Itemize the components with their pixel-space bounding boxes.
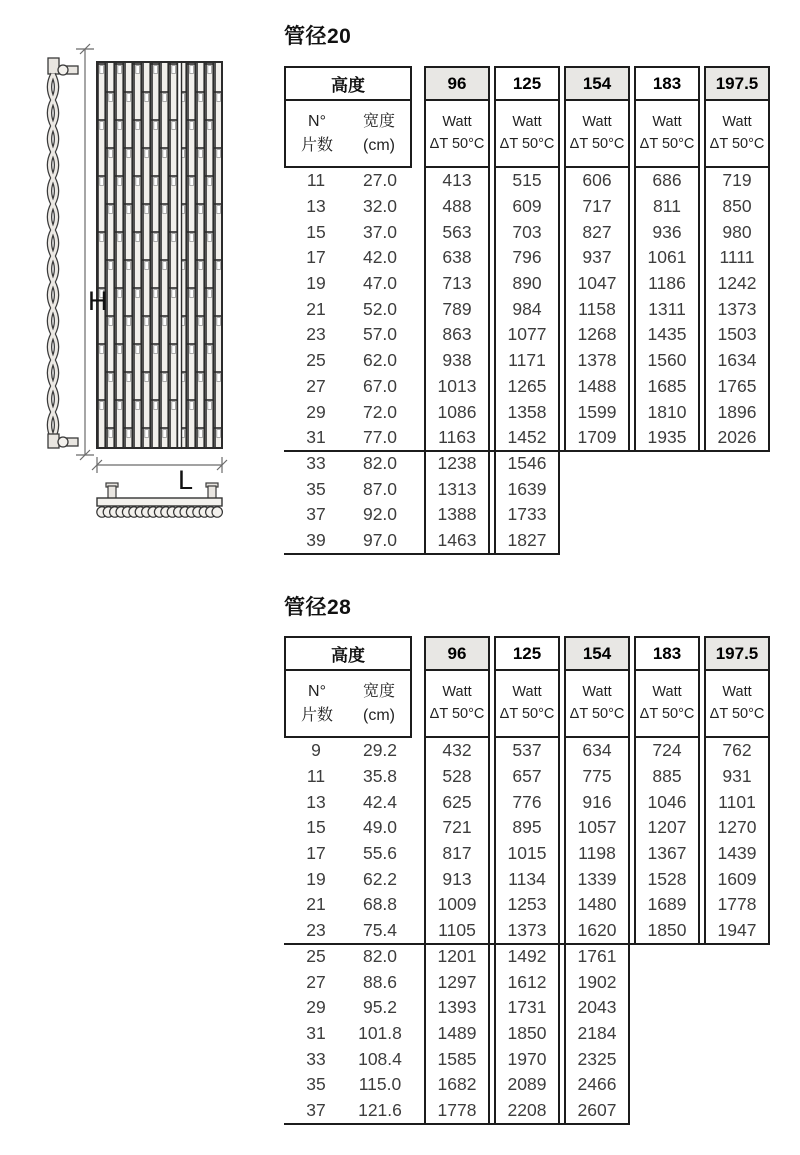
cell-watt: 563 — [424, 219, 490, 245]
cell-watt: 938 — [424, 348, 490, 374]
cell-watt: 1163 — [424, 425, 490, 451]
cell-watt: 863 — [424, 322, 490, 348]
cell-width-cm: 88.6 — [362, 971, 398, 992]
cell-width-cm: 108.4 — [358, 1048, 402, 1069]
cell-watt: 984 — [494, 296, 560, 322]
cell-watt: 827 — [564, 219, 630, 245]
cell-watt: 1528 — [634, 866, 700, 892]
cell-watt: 1850 — [494, 1021, 560, 1047]
cell-watt: 2026 — [704, 425, 770, 451]
cell-watt: 1201 — [424, 944, 490, 970]
cell-watt: 1463 — [424, 528, 490, 554]
cell-watt: 1242 — [704, 271, 770, 297]
cell-watt: 1207 — [634, 815, 700, 841]
watt-header: Watt ΔT 50°C — [704, 671, 770, 738]
cell-watt: 1827 — [494, 528, 560, 554]
cell-watt: 1268 — [564, 322, 630, 348]
cell-sections: 25 — [306, 350, 326, 371]
cell-watt: 2607 — [564, 1098, 630, 1124]
cell-width-cm: 57.0 — [362, 324, 398, 345]
cell-watt: 1086 — [424, 399, 490, 425]
cell-watt: 1297 — [424, 969, 490, 995]
cell-watt: 488 — [424, 194, 490, 220]
cell-watt: 1810 — [634, 399, 700, 425]
cell-watt: 936 — [634, 219, 700, 245]
cell-watt: 1238 — [424, 451, 490, 477]
cell-width-cm: 55.6 — [362, 843, 398, 864]
cell-width-cm: 82.0 — [362, 945, 398, 966]
height-column-154 — [564, 66, 630, 168]
cell-width-cm: 67.0 — [362, 375, 398, 396]
cell-watt: 885 — [634, 764, 700, 790]
cell-width-cm: 32.0 — [362, 196, 398, 217]
cell-width-cm: 95.2 — [362, 997, 398, 1018]
height-column-125 — [494, 636, 560, 738]
height-column-154 — [564, 636, 630, 738]
table-corner-header — [284, 636, 412, 738]
height-value-header: 183 — [634, 636, 700, 671]
cell-watt: 717 — [564, 194, 630, 220]
cell-sections: 19 — [306, 273, 326, 294]
cell-watt: 1367 — [634, 841, 700, 867]
cell-watt: 1339 — [564, 866, 630, 892]
cell-watt: 1373 — [704, 296, 770, 322]
radiator-diagram — [30, 42, 240, 527]
cell-watt: 1970 — [494, 1046, 560, 1072]
cell-sections: 21 — [306, 298, 326, 319]
cell-watt: 1015 — [494, 841, 560, 867]
cell-watt: 625 — [424, 789, 490, 815]
height-column-96 — [424, 66, 490, 168]
cell-watt: 528 — [424, 764, 490, 790]
cell-sections: 15 — [306, 221, 326, 242]
cell-width-cm: 42.4 — [362, 791, 398, 812]
watt-header: Watt ΔT 50°C — [564, 101, 630, 168]
cell-watt: 1047 — [564, 271, 630, 297]
table-bottom-line — [284, 1123, 630, 1125]
height-value-header: 197.5 — [704, 66, 770, 101]
cell-sections: 13 — [306, 196, 326, 217]
cell-watt: 1492 — [494, 944, 560, 970]
cell-width-cm: 101.8 — [358, 1022, 402, 1043]
height-value-header: 183 — [634, 66, 700, 101]
cell-watt: 1546 — [494, 451, 560, 477]
cell-sections: 31 — [306, 427, 326, 448]
table-corner-header — [284, 66, 412, 168]
cell-watt: 1101 — [704, 789, 770, 815]
cell-watt: 1682 — [424, 1072, 490, 1098]
height-header-label: 高度 — [286, 638, 410, 671]
cell-watt: 811 — [634, 194, 700, 220]
cell-watt: 1057 — [564, 815, 630, 841]
cell-watt: 1765 — [704, 374, 770, 400]
height-value-header: 197.5 — [704, 636, 770, 671]
spec-table-d20 — [284, 66, 770, 556]
watt-header: Watt ΔT 50°C — [634, 671, 700, 738]
cell-watt: 1077 — [494, 322, 560, 348]
cell-watt: 1902 — [564, 969, 630, 995]
watt-header: Watt ΔT 50°C — [634, 101, 700, 168]
cell-width-cm: 68.8 — [362, 894, 398, 915]
cell-watt: 937 — [564, 245, 630, 271]
cell-watt: 721 — [424, 815, 490, 841]
cell-watt: 2325 — [564, 1046, 630, 1072]
height-value-header: 125 — [494, 636, 560, 671]
cell-watt: 657 — [494, 764, 560, 790]
cell-watt: 1378 — [564, 348, 630, 374]
cell-watt: 1046 — [634, 789, 700, 815]
cell-watt: 1689 — [634, 892, 700, 918]
cell-sections: 29 — [306, 401, 326, 422]
cell-watt: 432 — [424, 738, 490, 764]
cell-watt: 1388 — [424, 502, 490, 528]
cell-width-cm: 92.0 — [362, 504, 398, 525]
cell-watt: 1503 — [704, 322, 770, 348]
cell-watt: 776 — [494, 789, 560, 815]
cell-watt: 1186 — [634, 271, 700, 297]
cell-watt: 713 — [424, 271, 490, 297]
cell-watt: 916 — [564, 789, 630, 815]
cell-watt: 1761 — [564, 944, 630, 970]
watt-header: Watt ΔT 50°C — [494, 671, 560, 738]
cell-watt: 2089 — [494, 1072, 560, 1098]
watt-header: Watt ΔT 50°C — [564, 671, 630, 738]
cell-watt: 1198 — [564, 841, 630, 867]
table2-title: 管径28 — [284, 596, 352, 619]
cell-sections: 11 — [306, 766, 326, 787]
cell-watt: 609 — [494, 194, 560, 220]
cell-sections: 19 — [306, 868, 326, 889]
cell-watt: 1253 — [494, 892, 560, 918]
cell-sections: 15 — [306, 817, 326, 838]
spec-table-d28 — [284, 636, 770, 1126]
height-dimension-line — [76, 44, 94, 460]
cell-watt: 1489 — [424, 1021, 490, 1047]
cell-watt: 1393 — [424, 995, 490, 1021]
cell-watt: 2466 — [564, 1072, 630, 1098]
cell-watt: 1634 — [704, 348, 770, 374]
sections-column-header: N° 片数 — [300, 682, 333, 724]
cell-watt: 413 — [424, 168, 490, 194]
height-column-96 — [424, 636, 490, 738]
cell-watt: 2208 — [494, 1098, 560, 1124]
front-view-tubes — [97, 62, 222, 448]
height-value-header: 154 — [564, 66, 630, 101]
watt-header: Watt ΔT 50°C — [424, 671, 490, 738]
cell-watt: 1733 — [494, 502, 560, 528]
cell-sections: 37 — [306, 504, 326, 525]
cell-watt: 1009 — [424, 892, 490, 918]
cell-watt: 724 — [634, 738, 700, 764]
cell-watt: 1850 — [634, 918, 700, 944]
cell-watt: 1265 — [494, 374, 560, 400]
cell-sections: 13 — [306, 791, 326, 812]
cell-watt: 2184 — [564, 1021, 630, 1047]
cell-width-cm: 121.6 — [358, 1099, 402, 1120]
height-column-197.5 — [704, 636, 770, 738]
watt-header: Watt ΔT 50°C — [424, 101, 490, 168]
cell-watt: 796 — [494, 245, 560, 271]
cell-watt: 1158 — [564, 296, 630, 322]
cell-watt: 1439 — [704, 841, 770, 867]
cell-watt: 1452 — [494, 425, 560, 451]
cell-sections: 37 — [306, 1099, 326, 1120]
height-dimension-label: H — [88, 286, 108, 316]
cell-watt: 1935 — [634, 425, 700, 451]
cell-watt: 980 — [704, 219, 770, 245]
width-column-header: 宽度 (cm) — [362, 682, 395, 724]
cell-sections: 17 — [306, 843, 326, 864]
cell-watt: 1134 — [494, 866, 560, 892]
cell-sections: 11 — [306, 170, 326, 191]
cell-watt: 2043 — [564, 995, 630, 1021]
cell-watt: 719 — [704, 168, 770, 194]
cell-sections: 29 — [306, 997, 326, 1018]
cell-width-cm: 87.0 — [362, 478, 398, 499]
side-view-twisted-tube — [48, 58, 78, 448]
cell-width-cm: 115.0 — [358, 1074, 402, 1095]
section-divider-line — [284, 450, 770, 452]
cell-watt: 775 — [564, 764, 630, 790]
height-value-header: 154 — [564, 636, 630, 671]
cell-width-cm: 52.0 — [362, 298, 398, 319]
cell-watt: 634 — [564, 738, 630, 764]
cell-watt: 1612 — [494, 969, 560, 995]
cell-watt: 1061 — [634, 245, 700, 271]
cell-watt: 1013 — [424, 374, 490, 400]
cell-watt: 1373 — [494, 918, 560, 944]
cell-watt: 1311 — [634, 296, 700, 322]
cell-width-cm: 72.0 — [362, 401, 398, 422]
cell-width-cm: 62.0 — [362, 350, 398, 371]
cell-sections: 9 — [311, 740, 321, 761]
cell-sections: 39 — [306, 529, 326, 550]
cell-watt: 895 — [494, 815, 560, 841]
length-dimension-line — [92, 457, 227, 473]
cell-sections: 23 — [306, 920, 326, 941]
cell-sections: 21 — [306, 894, 326, 915]
cell-width-cm: 49.0 — [362, 817, 398, 838]
cell-width-cm: 42.0 — [362, 247, 398, 268]
height-column-125 — [494, 66, 560, 168]
cell-watt: 1560 — [634, 348, 700, 374]
cell-watt: 1313 — [424, 476, 490, 502]
cell-sections: 33 — [306, 1048, 326, 1069]
cell-sections: 25 — [306, 945, 326, 966]
cell-watt: 1171 — [494, 348, 560, 374]
cell-width-cm: 35.8 — [362, 766, 398, 787]
cell-watt: 1778 — [704, 892, 770, 918]
cell-watt: 1947 — [704, 918, 770, 944]
cell-sections: 33 — [306, 452, 326, 473]
cell-watt: 1111 — [704, 245, 770, 271]
cell-watt: 703 — [494, 219, 560, 245]
cell-width-cm: 47.0 — [362, 273, 398, 294]
cell-watt: 1435 — [634, 322, 700, 348]
height-column-183 — [634, 66, 700, 168]
section-divider-line — [284, 943, 770, 945]
height-column-183 — [634, 636, 700, 738]
cell-watt: 1488 — [564, 374, 630, 400]
cell-watt: 1609 — [704, 866, 770, 892]
cell-width-cm: 82.0 — [362, 452, 398, 473]
cell-width-cm: 27.0 — [362, 170, 398, 191]
cell-watt: 606 — [564, 168, 630, 194]
cell-width-cm: 37.0 — [362, 221, 398, 242]
cell-width-cm: 75.4 — [362, 920, 398, 941]
cell-sections: 17 — [306, 247, 326, 268]
cell-watt: 638 — [424, 245, 490, 271]
cell-watt: 1585 — [424, 1046, 490, 1072]
cell-sections: 31 — [306, 1022, 326, 1043]
cell-sections: 35 — [306, 1074, 326, 1095]
cell-sections: 27 — [306, 971, 326, 992]
cell-watt: 817 — [424, 841, 490, 867]
height-header-label: 高度 — [286, 68, 410, 101]
top-view — [97, 483, 223, 517]
watt-header: Watt ΔT 50°C — [704, 101, 770, 168]
table1-title: 管径20 — [284, 25, 352, 48]
cell-watt: 686 — [634, 168, 700, 194]
cell-watt: 1620 — [564, 918, 630, 944]
table-bottom-line — [284, 553, 560, 555]
cell-width-cm: 62.2 — [362, 868, 398, 889]
width-column-header: 宽度 (cm) — [362, 112, 395, 154]
height-column-197.5 — [704, 66, 770, 168]
cell-watt: 789 — [424, 296, 490, 322]
cell-width-cm: 29.2 — [362, 740, 398, 761]
cell-width-cm: 77.0 — [362, 427, 398, 448]
height-value-header: 96 — [424, 66, 490, 101]
cell-watt: 1480 — [564, 892, 630, 918]
height-value-header: 96 — [424, 636, 490, 671]
cell-watt: 762 — [704, 738, 770, 764]
cell-watt: 913 — [424, 866, 490, 892]
watt-header: Watt ΔT 50°C — [494, 101, 560, 168]
cell-watt: 537 — [494, 738, 560, 764]
sections-column-header: N° 片数 — [300, 112, 333, 154]
cell-watt: 1105 — [424, 918, 490, 944]
cell-watt: 1778 — [424, 1098, 490, 1124]
cell-watt: 1709 — [564, 425, 630, 451]
cell-watt: 1358 — [494, 399, 560, 425]
cell-watt: 1639 — [494, 476, 560, 502]
cell-watt: 890 — [494, 271, 560, 297]
cell-watt: 515 — [494, 168, 560, 194]
cell-sections: 27 — [306, 375, 326, 396]
radiator-diagram-svg — [30, 42, 240, 527]
cell-width-cm: 97.0 — [362, 529, 398, 550]
height-value-header: 125 — [494, 66, 560, 101]
cell-sections: 23 — [306, 324, 326, 345]
cell-watt: 1685 — [634, 374, 700, 400]
cell-watt: 1896 — [704, 399, 770, 425]
cell-sections: 35 — [306, 478, 326, 499]
cell-watt: 850 — [704, 194, 770, 220]
length-dimension-label: L — [178, 465, 194, 495]
cell-watt: 931 — [704, 764, 770, 790]
cell-watt: 1599 — [564, 399, 630, 425]
cell-watt: 1270 — [704, 815, 770, 841]
cell-watt: 1731 — [494, 995, 560, 1021]
